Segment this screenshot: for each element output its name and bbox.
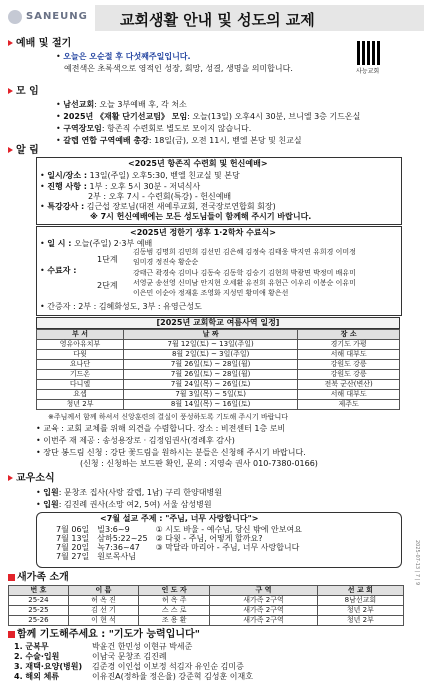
meeting-item: • 갈렙 연합 구역예배 총강: 18일(금), 오전 11시, 벧엘 본당 및 친교실 — [56, 136, 302, 145]
summer-row — [37, 340, 400, 350]
newfamily-cell: 조 용 환 — [139, 616, 210, 626]
summer-cell: 다니엘 — [37, 380, 124, 390]
section-arrow-icon — [8, 40, 13, 46]
newfamily-row — [9, 596, 404, 606]
notice-item: (신청 : 신청하는 보드판 확인, 문의 : 지영숙 권사 010-7380-0166) — [80, 459, 318, 468]
summer-cell: 영유아유치부 — [37, 340, 124, 350]
sermon-cell: 7월 20일 — [56, 543, 90, 552]
hospital-heading: 교우소식 — [8, 473, 55, 485]
grade2-names-2: 서영균 송선영 신미남 안지현 오세환 유진희 유현근 이우리 이봉순 이유미 — [133, 279, 356, 287]
section-arrow-icon — [8, 88, 13, 94]
summer-cell: 요셉 — [37, 390, 124, 400]
sermon-cell — [156, 552, 310, 561]
summer-cell: 전북 군산(변산) — [298, 380, 400, 390]
newfamily-cell: 청년 2부 — [317, 616, 403, 626]
grade1-names: 김동범 김명희 김민희 김선민 김은혜 김정숙 김태웅 박지연 유희경 이미정 — [133, 248, 356, 256]
summer-row — [37, 380, 400, 390]
grade2-names-3: 이은민 이순아 정재훈 조영화 지성민 황미애 황은선 — [133, 289, 289, 297]
sermon-row — [56, 525, 310, 534]
newfamily-cell: 허 옥 주 — [139, 596, 210, 606]
sermon-theme-title: <7월 설교 주제 : "주님, 너무 사랑합니다"> — [100, 514, 259, 523]
summer-cell: 서해 대부도 — [298, 390, 400, 400]
sermon-cell: 삼하5:22~25 — [97, 534, 148, 543]
retreat-row: • 일시/장소 : 13일(주일) 오후5:30, 벧엘 친교실 및 본당 — [40, 171, 240, 180]
grade1-names-2: 임미경 정진숙 황순순 — [133, 258, 199, 266]
summer-table — [36, 329, 400, 410]
summer-cell: 7월 26일(토) ~ 28일(월) — [124, 370, 298, 380]
sermon-cell: ③ 막달라 마리아 - 주님, 너무 사랑합니다 — [155, 543, 300, 552]
summer-schedule — [36, 317, 400, 410]
prayer-item: 4. 해외 체류 이유진A(정하율 정은율) 강준혁 김성훈 이재호 — [14, 672, 253, 681]
newfamily-row — [9, 606, 404, 616]
grade2-names: 강태근 곽경숙 김미나 김동숙 김동학 김승기 김현희 박광면 박정미 배유미 — [133, 269, 356, 277]
sermon-cell: 7월 13일 — [56, 534, 90, 543]
sermon-cell: 빌3:6~9 — [97, 525, 130, 534]
graduation-label: • 수료자 : — [40, 266, 77, 275]
summer-cell: 8월 14일(목) ~ 16일(토) — [124, 400, 298, 410]
newfamily-cell: 청년 2부 — [317, 606, 403, 616]
prayer-list — [14, 642, 253, 682]
grade1-tag: 1단계 — [97, 255, 118, 264]
church-logo-icon — [8, 10, 22, 24]
summer-cell: 7월 26일(토) ~ 28일(월) — [124, 360, 298, 370]
summer-head: 날 짜 — [124, 330, 298, 340]
newfamily-cell: 새가족 2구역 — [210, 596, 317, 606]
qr-code-icon[interactable] — [357, 41, 381, 65]
page-title: 교회생활 안내 및 성도의 교제 — [120, 11, 315, 29]
summer-row — [37, 350, 400, 360]
section-arrow-icon — [8, 475, 13, 481]
meeting-item: • 구역장모임: 항존직 수련회로 별도로 모이지 않습니다. — [56, 124, 252, 133]
newfamily-head: 선 교 회 — [317, 586, 403, 596]
summer-row — [37, 390, 400, 400]
newfamily-cell: 이 현 석 — [68, 616, 138, 626]
square-icon — [8, 631, 15, 638]
retreat-title: <2025년 항존직 수련회 및 헌신예배> — [128, 159, 268, 168]
sermon-cell: ① 시도 바울 - 예수님, 당신 밖에 안보여요 — [155, 525, 302, 534]
newfamily-cell: 김 선 기 — [68, 606, 138, 616]
hospital-item: • 입원: 김진례 권사(소망 여2, 5여) 서울 삼성병원 — [36, 500, 212, 509]
newfamily-cell: 허 옥 진 — [68, 596, 138, 606]
meeting-heading: 모 임 — [8, 86, 39, 98]
retreat-note: ※ 7시 헌신예배에는 모든 성도님들이 함께해 주시기 바랍니다. — [90, 212, 312, 221]
sermon-cell: 7월 27일 — [56, 552, 90, 561]
summer-cell: 요나단 — [37, 360, 124, 370]
prayer-item: 1. 군복무 박윤건 한민성 이현규 박세준 — [14, 642, 193, 651]
meeting-item: • 남선교회: 오늘 3부예배 후, 각 처소 — [56, 100, 187, 109]
retreat-row: • 진행 사항 : 1부 : 오후 5시 30분 - 저녁식사 — [40, 182, 201, 191]
newfamily-cell: 25-24 — [9, 596, 69, 606]
prayer-item: 3. 재택·요양(병원) 김준경 이인섭 이보정 석김자 유인순 김미증 — [14, 662, 244, 671]
summer-cell: 기드온 — [37, 370, 124, 380]
summer-cell: 강원도 강릉 — [298, 370, 400, 380]
newfamily-head: 번 호 — [9, 586, 69, 596]
summer-cell: 7월 12일(토) ~ 13일(주일) — [124, 340, 298, 350]
newfamily-head: 인 도 자 — [139, 586, 210, 596]
graduation-title: <2025년 정한기 생후 1·2학차 수료식> — [130, 228, 276, 237]
retreat-row: 2부 : 오후 7시 - 수련회(특강) - 헌신예배 — [88, 192, 232, 201]
worship-line1: • 오늘은 오순절 후 다섯째주일입니다. — [56, 52, 191, 61]
retreat-row: • 특강강사 : 김근섭 장로님(대전 새예루교회, 전국장로연합회 회장) — [40, 202, 276, 211]
notice-heading: 알 림 — [8, 145, 39, 157]
summer-cell: 제주도 — [298, 400, 400, 410]
section-arrow-icon — [8, 147, 13, 153]
summer-cell: 7월 24일(목) ~ 26일(토) — [124, 380, 298, 390]
sermon-row — [56, 552, 310, 561]
meeting-item: • 2025년 《재활 단기선교팀》 모임: 오늘(13일) 오후4시 30분, 브니엘 3층 기드온실 — [56, 112, 361, 121]
summer-row — [37, 370, 400, 380]
newfamily-table — [8, 585, 404, 626]
newfamily-head: 구 역 — [210, 586, 317, 596]
notice-item: • 장단 봉드림 신청 : 강단 꽃드림을 원하시는 분들은 신청해 주시기 바랍니다. — [36, 448, 306, 457]
summer-note: ※주님께서 함께 하셔서 신앙훈련의 결실이 풍성하도록 기도해 주시기 바랍니다 — [48, 413, 289, 421]
side-date-text: 2025-07-13 | 7 | 9 — [414, 540, 420, 586]
notice-item: • 이번주 재 제공 : 송성용장로 · 김정임권사(경례후 감사) — [36, 436, 235, 445]
newfamily-cell: 25-25 — [9, 606, 69, 616]
summer-cell: 서해 대부도 — [298, 350, 400, 360]
summer-title: [2025년 교회학교 여름사역 일정] — [36, 317, 400, 329]
newfamily-row — [9, 616, 404, 626]
worship-line2: 예전색은 초록색으로 영적인 성장, 회망, 성결, 생명을 의미합니다. — [64, 64, 293, 73]
sermon-cell: 녹7:36~47 — [97, 543, 140, 552]
sermon-row — [56, 543, 310, 552]
summer-row — [37, 360, 400, 370]
testimony: • 간증자 : 2부 : 김혜화성도, 3부 : 유영근성도 — [40, 302, 202, 311]
prayer-heading: 함께 기도해주세요 : "기도가 능력입니다" — [8, 629, 200, 641]
newfamily-cell: 25-26 — [9, 616, 69, 626]
newfamily-cell: 스 스 로 — [139, 606, 210, 616]
qr-caption: 사능교회 — [356, 68, 380, 75]
summer-head: 장 소 — [298, 330, 400, 340]
summer-cell: 강원도 강릉 — [298, 360, 400, 370]
newfamily-cell: 새가족 2구역 — [210, 606, 317, 616]
hospital-item: • 입원: 문창조 집사(사랑 갈렙, 1남) 구리 한양대병원 — [36, 488, 222, 497]
church-logo-text: SANEUNG — [26, 11, 88, 22]
sermon-row — [56, 534, 310, 543]
meeting-list — [56, 100, 360, 146]
sermon-cell: 원로목사님 — [97, 552, 136, 561]
sermon-theme-table — [56, 525, 310, 561]
summer-row — [37, 400, 400, 410]
graduation-time: • 일 시 : 오늘(주일) 2·3부 예배 — [40, 239, 153, 248]
worship-heading: 예배 및 절기 — [8, 38, 71, 50]
grade2-tag: 2단계 — [97, 281, 118, 290]
newfamily-head: 이 름 — [68, 586, 138, 596]
notice-item: • 교육 : 교회 교체를 위해 의견을 수렴합니다. 장소 : 비전센터 1층 로비 — [36, 424, 286, 433]
summer-cell: 8월 2일(토) ~ 3일(주일) — [124, 350, 298, 360]
newfamily-cell: 8남선교회 — [317, 596, 403, 606]
summer-head: 부 서 — [37, 330, 124, 340]
summer-cell: 경기도 가평 — [298, 340, 400, 350]
square-icon — [8, 574, 15, 581]
newfamily-cell: 새가족 2구역 — [210, 616, 317, 626]
newfamily-heading: 새가족 소개 — [8, 572, 69, 584]
summer-cell: 7월 3일(목) ~ 5일(토) — [124, 390, 298, 400]
prayer-item: 2. 수술·입원 이남국 문창조 김진례 — [14, 652, 167, 661]
sermon-cell: ② 다윗 - 주님, 어떻게 할까요? — [155, 534, 263, 543]
summer-cell: 다윗 — [37, 350, 124, 360]
sermon-cell: 7월 06일 — [56, 525, 90, 534]
summer-cell: 청년 2부 — [37, 400, 124, 410]
